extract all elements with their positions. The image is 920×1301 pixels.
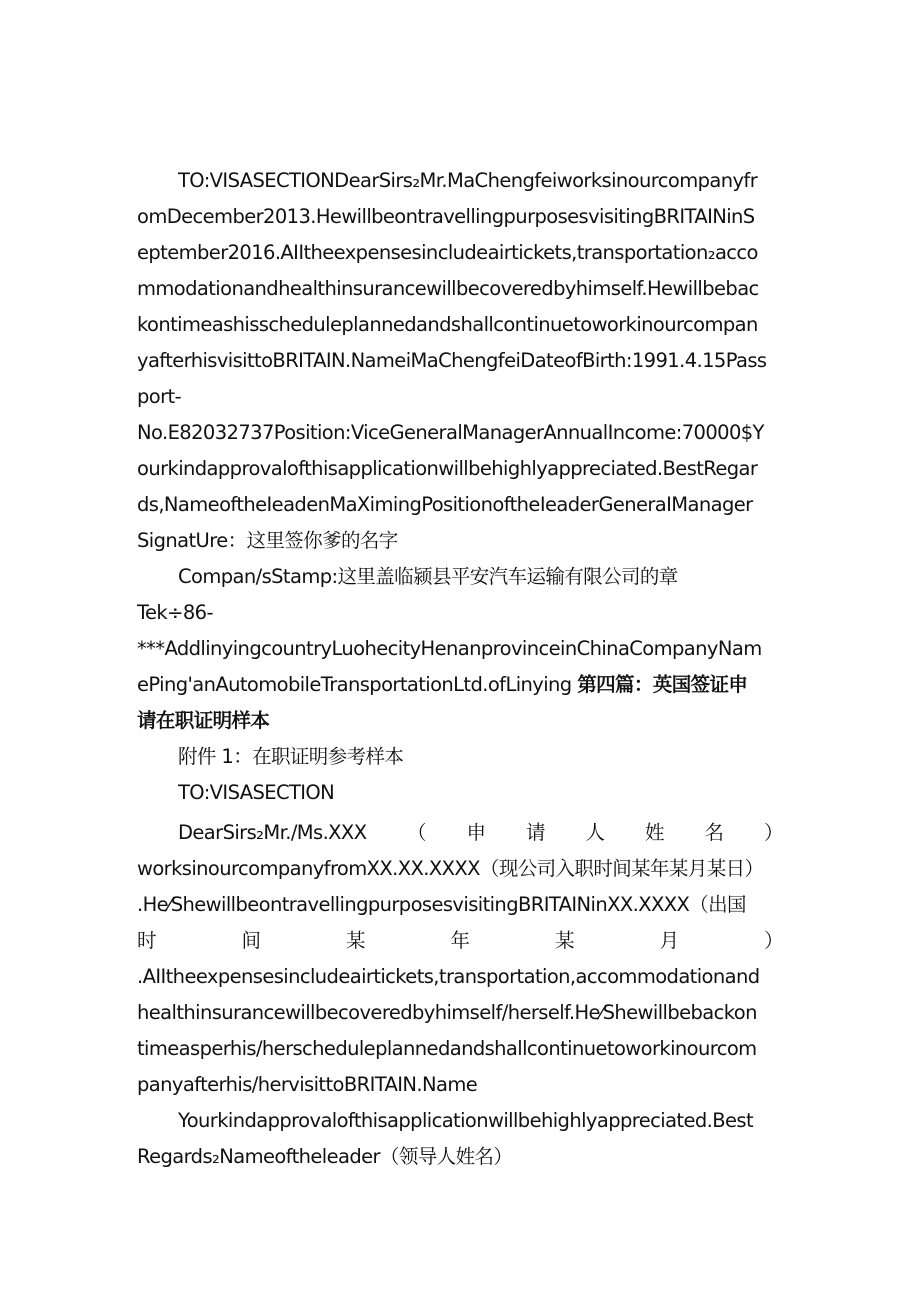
spread-char: 申 bbox=[466, 821, 486, 844]
paragraph-line: yafterhisvisittoBRITAIN.NameiMaChengfeiDateofBirth:1991.4.15Pass bbox=[137, 349, 767, 372]
attachment-label: 附件 1：在职证明参考样本 bbox=[178, 745, 404, 768]
paragraph-line: TO:VISASECTIONDearSirs₂Mr.MaChengfeiworksinourcompanyfr bbox=[178, 169, 758, 192]
dear-text: DearSirs₂Mr./Ms.XXX bbox=[178, 821, 367, 844]
paragraph-line: panyafterhis/hervisittoBRITAIN.Name bbox=[137, 1073, 478, 1096]
paragraph-line: .AIItheexpensesincludeairtickets,transportation,accommodationand bbox=[137, 965, 760, 988]
spread-char: 某 bbox=[346, 929, 365, 952]
stamp-line: Compan/sStamp:这里盖临颍县平安汽车运输有限公司的章 bbox=[178, 565, 678, 588]
spread-char: 时 bbox=[137, 929, 156, 952]
paragraph-line: mmodationandhealthinsurancewillbecoveredbyhimself.Hewillbebac bbox=[137, 277, 759, 300]
spread-char: 间 bbox=[241, 929, 261, 952]
he-she-line: .He⁄ShewillbeontravellingpurposesvisitingBRITAINinXX.XXXX（出国 bbox=[137, 893, 746, 916]
tel-line: Tek÷86- bbox=[137, 601, 213, 624]
regards-line: Regards₂Nameoftheleader（领导人姓名） bbox=[137, 1145, 513, 1168]
approval-line: Yourkindapprovalofthisapplicationwillbehighlyappreciated.Best bbox=[178, 1109, 754, 1132]
signature-line: SignatUre：这里签你爹的名字 bbox=[137, 529, 398, 552]
paragraph-line: ourkindapprovalofthisapplicationwillbehighlyappreciated.BestRegar bbox=[137, 457, 758, 480]
spread-char: ） bbox=[764, 821, 783, 844]
spread-char: 请 bbox=[526, 821, 545, 844]
spread-char: 年 bbox=[450, 929, 470, 952]
paragraph-line: port- bbox=[137, 385, 182, 408]
company-name-text: ePing'anAutomobileTransportationLtd.ofLinying bbox=[137, 673, 572, 696]
address-line: ***AddlinyingcountryLuohecityHenanprovinceinChinaCompanyNam bbox=[137, 637, 762, 660]
section-heading: 第四篇：英国签证申 bbox=[577, 673, 748, 696]
spread-char: 某 bbox=[555, 929, 574, 952]
spread-char: ） bbox=[764, 929, 783, 952]
paragraph-line: eptember2016.AIItheexpensesincludeairtickets,transportation₂acco bbox=[137, 241, 758, 264]
paragraph-line: kontimeashisscheduleplannedandshallcontinuetoworkinourcompan bbox=[137, 313, 758, 336]
paragraph-line: timeasperhis/herscheduleplannedandshallcontinuetoworkinourcom bbox=[137, 1037, 757, 1060]
section-heading-continued: 请在职证明样本 bbox=[137, 709, 270, 732]
document-body bbox=[137, 163, 783, 1175]
address-line bbox=[137, 667, 783, 703]
spread-char: 月 bbox=[659, 929, 679, 952]
to-line: TO:VISASECTION bbox=[178, 781, 335, 804]
spread-char: 人 bbox=[585, 821, 605, 844]
spread-char: 姓 bbox=[645, 821, 664, 844]
time-line bbox=[137, 923, 783, 959]
spread-char: （ bbox=[407, 821, 426, 844]
paragraph-line: ds,NameoftheIeadenMaXimingPositionoftheIeaderGeneraIManager bbox=[137, 493, 753, 516]
dear-line bbox=[137, 815, 783, 851]
paragraph-line: omDecember2013.HewillbeontravellingpurposesvisitingBRITAINinS bbox=[137, 205, 755, 228]
paragraph-line: No.E82032737Position:ViceGeneralManagerAnnualIncome:70000$Y bbox=[137, 421, 764, 444]
paragraph-line: healthinsurancewillbecoveredbyhimself/herself.He⁄Shewillbebackon bbox=[137, 1001, 757, 1024]
spread-char: 名 bbox=[704, 821, 724, 844]
works-line: worksinourcompanyfromXX.XX.XXXX（现公司入职时间某年某月某日） bbox=[137, 857, 764, 880]
